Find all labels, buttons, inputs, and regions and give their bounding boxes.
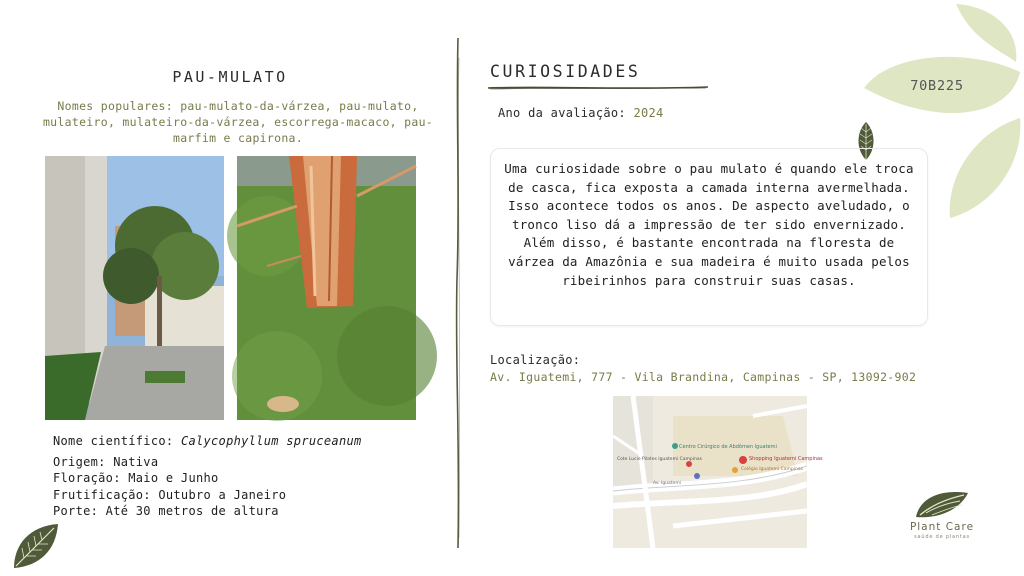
location-label: Localização: [490,353,581,367]
curiosities-title: CURIOSIDADES [490,62,641,81]
year-value: 2024 [633,106,664,120]
map-pin-icon [739,456,747,464]
trunk-photo [237,156,416,420]
plant-care-logo-icon [912,487,972,521]
size: Porte: Até 30 metros de altura [53,504,279,518]
year-label: Ano da avaliação: [498,106,626,120]
map-label-4: Colégio Iguatemi Campinas [741,467,803,472]
origin: Origem: Nativa [53,454,159,469]
leaf-icon [10,520,62,572]
tree-photo [45,156,224,420]
map-label-3: Cote Lucie Pilates Iguatemi Campinas [617,457,702,462]
curiosity-text: Uma curiosidade sobre o pau mulato é quando ele troca de casca, fica exposta a camada interna avermelhada. Isso acontece todos os anos. De aspecto aveludado, o tronco liso dá a impressão de ter sido envernizado. Além disso, é bastante encontrada na floresta de várzea da Amazônia e sua madeira é muito usada pelos ribeirinhos para construir suas casas. [504,161,914,288]
popular-names: Nomes populares: pau-mulato-da-várzea, pau-mulato, mulateiro, mulateiro-da-várzea, escorrega-macaco, pau-marfim e capirona. [42,99,434,145]
fruiting: Frutificação: Outubro a Janeiro [53,487,287,502]
title-underline [488,84,708,92]
map-label-2: Centro Cirúrgico de Abdômen Iguatemi [679,444,777,450]
location-address: Av. Iguatemi, 777 - Vila Brandina, Campinas - SP, 13092-902 [490,370,917,384]
scientific-name-value: Calycophyllum spruceanum [180,434,362,448]
plant-code: 70B225 [910,78,964,94]
brand-name: Plant Care [909,521,975,533]
brand-tagline: saúde de plantas [914,534,970,540]
leaf-shape-top [956,4,1016,62]
plant-facts [53,433,433,520]
leaf-shape-bottom [950,118,1021,218]
scientific-name-label: Nome científico: [53,434,174,448]
location-map[interactable] [613,396,823,548]
scientific-name-row [53,433,433,450]
flowering: Floração: Maio e Junho [53,471,219,485]
page-title: PAU-MULATO [172,68,288,86]
map-label-road: Av. Iguatemi [653,481,681,486]
map-label-1: Shopping Iguatemi Campinas [749,456,823,462]
column-divider [452,38,464,548]
evaluation-year [498,106,664,120]
